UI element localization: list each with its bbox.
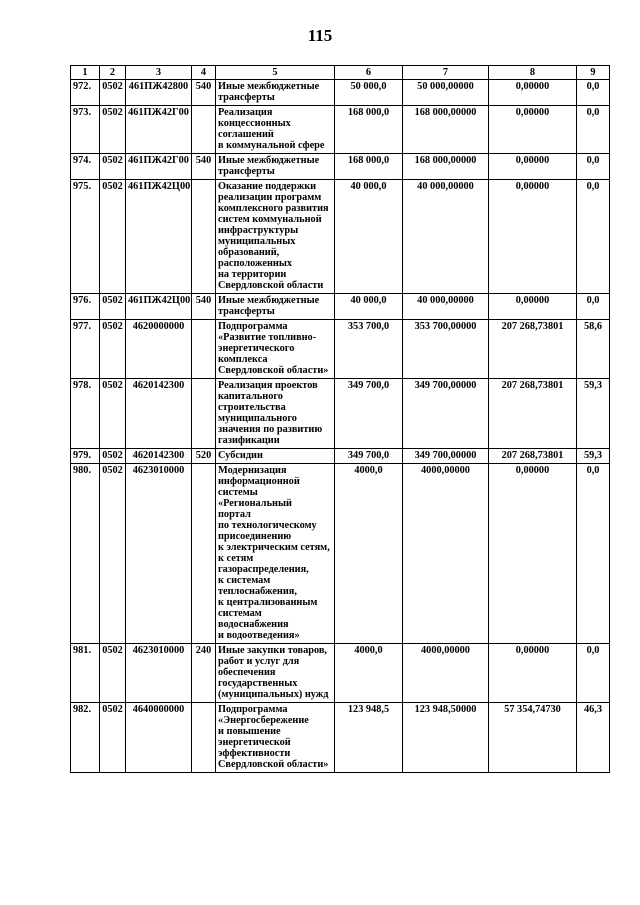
value-col-7: 123 948,50000	[403, 703, 489, 773]
expense-type: 540	[192, 294, 216, 320]
item-name	[216, 379, 335, 449]
table-row	[71, 379, 610, 449]
item-name-line: энергетической	[218, 737, 291, 748]
value-col-9: 0,0	[577, 464, 610, 644]
item-name-line: на территории	[218, 269, 287, 280]
item-name	[216, 703, 335, 773]
value-col-6: 168 000,0	[335, 106, 403, 154]
header-col-3: 3	[126, 66, 192, 80]
item-name-line: к системам	[218, 575, 271, 586]
item-name-line: энергетического	[218, 343, 295, 354]
item-name-line: реализации программ	[218, 192, 322, 203]
item-name-line: Субсидии	[218, 450, 263, 461]
row-number: 973.	[71, 106, 100, 154]
value-col-9: 46,3	[577, 703, 610, 773]
section-code: 0502	[100, 106, 126, 154]
row-number: 976.	[71, 294, 100, 320]
item-name	[216, 294, 335, 320]
item-name-line: водоснабжения	[218, 619, 289, 630]
item-name-line: Реализация	[218, 107, 273, 118]
table-row	[71, 464, 610, 644]
target-code: 461ПЖ42Ц00	[126, 294, 192, 320]
item-name-line: в коммунальной сфере	[218, 140, 325, 151]
item-name-line: муниципальных	[218, 236, 296, 247]
row-number: 979.	[71, 449, 100, 464]
target-code: 4620142300	[126, 379, 192, 449]
target-code: 461ПЖ42Г00	[126, 154, 192, 180]
item-name-line: «Энергосбережение	[218, 715, 309, 726]
table-row	[71, 80, 610, 106]
value-col-7: 40 000,00000	[403, 294, 489, 320]
value-col-8: 207 268,73801	[489, 379, 577, 449]
item-name	[216, 80, 335, 106]
value-col-9: 59,3	[577, 379, 610, 449]
value-col-9: 58,6	[577, 320, 610, 379]
item-name	[216, 320, 335, 379]
table-row	[71, 154, 610, 180]
value-col-8: 0,00000	[489, 80, 577, 106]
value-col-6: 40 000,0	[335, 294, 403, 320]
item-name-line: (муниципальных) нужд	[218, 689, 329, 700]
item-name-line: Свердловской области	[218, 280, 324, 291]
item-name-line: и повышение	[218, 726, 281, 737]
expense-type	[192, 464, 216, 644]
header-col-9: 9	[577, 66, 610, 80]
value-col-7: 40 000,00000	[403, 180, 489, 294]
item-name-line: по технологическому	[218, 520, 317, 531]
item-name-line: информационной	[218, 476, 300, 487]
expense-type	[192, 320, 216, 379]
item-name-line: трансферты	[218, 306, 275, 317]
item-name-line: Иные межбюджетные	[218, 81, 320, 92]
section-code: 0502	[100, 449, 126, 464]
item-name	[216, 154, 335, 180]
item-name-line: трансферты	[218, 92, 275, 103]
row-number: 980.	[71, 464, 100, 644]
item-name-line: Иные закупки товаров,	[218, 645, 327, 656]
value-col-8: 0,00000	[489, 464, 577, 644]
target-code: 4623010000	[126, 464, 192, 644]
expense-type	[192, 180, 216, 294]
expense-type	[192, 379, 216, 449]
header-row	[71, 66, 610, 80]
item-name-line: системам	[218, 608, 262, 619]
value-col-8: 0,00000	[489, 180, 577, 294]
item-name-line: портал	[218, 509, 251, 520]
expense-type: 540	[192, 80, 216, 106]
table-row	[71, 294, 610, 320]
header-col-7: 7	[403, 66, 489, 80]
row-number: 974.	[71, 154, 100, 180]
item-name-line: образований,	[218, 247, 280, 258]
value-col-8: 0,00000	[489, 154, 577, 180]
item-name-line: концессионных	[218, 118, 291, 129]
row-number: 978.	[71, 379, 100, 449]
value-col-8: 0,00000	[489, 294, 577, 320]
header-col-2: 2	[100, 66, 126, 80]
section-code: 0502	[100, 703, 126, 773]
table-row	[71, 106, 610, 154]
item-name	[216, 644, 335, 703]
item-name	[216, 449, 335, 464]
value-col-7: 349 700,00000	[403, 379, 489, 449]
expense-type: 520	[192, 449, 216, 464]
budget-table	[70, 65, 610, 773]
section-code: 0502	[100, 644, 126, 703]
row-number: 972.	[71, 80, 100, 106]
header-col-5: 5	[216, 66, 335, 80]
value-col-8: 57 354,74730	[489, 703, 577, 773]
target-code: 4623010000	[126, 644, 192, 703]
header-col-8: 8	[489, 66, 577, 80]
item-name-line: к централизованным	[218, 597, 318, 608]
section-code: 0502	[100, 180, 126, 294]
item-name-line: соглашений	[218, 129, 274, 140]
value-col-8: 0,00000	[489, 644, 577, 703]
item-name	[216, 464, 335, 644]
row-number: 977.	[71, 320, 100, 379]
target-code: 4640000000	[126, 703, 192, 773]
item-name-line: Реализация проектов	[218, 380, 318, 391]
expense-type: 540	[192, 154, 216, 180]
section-code: 0502	[100, 379, 126, 449]
value-col-9: 0,0	[577, 154, 610, 180]
value-col-7: 4000,00000	[403, 464, 489, 644]
item-name-line: Свердловской области»	[218, 759, 329, 770]
item-name-line: эффективности	[218, 748, 291, 759]
item-name	[216, 106, 335, 154]
item-name-line: строительства	[218, 402, 286, 413]
row-number: 982.	[71, 703, 100, 773]
item-name-line: значения по развитию	[218, 424, 323, 435]
target-code: 461ПЖ42800	[126, 80, 192, 106]
section-code: 0502	[100, 464, 126, 644]
header-col-1: 1	[71, 66, 100, 80]
item-name-line: газораспределения,	[218, 564, 309, 575]
item-name-line: к электрическим сетям,	[218, 542, 330, 553]
item-name-line: расположенных	[218, 258, 293, 269]
item-name-line: муниципального	[218, 413, 297, 424]
item-name-line: присоединению	[218, 531, 292, 542]
item-name-line: комплекса	[218, 354, 268, 365]
row-number: 981.	[71, 644, 100, 703]
section-code: 0502	[100, 294, 126, 320]
item-name-line: обеспечения	[218, 667, 276, 678]
item-name-line: Подпрограмма	[218, 321, 288, 332]
value-col-7: 168 000,00000	[403, 106, 489, 154]
value-col-8: 207 268,73801	[489, 449, 577, 464]
item-name-line: газификации	[218, 435, 280, 446]
value-col-8: 0,00000	[489, 106, 577, 154]
item-name-line: системы «Региональный	[218, 487, 292, 509]
value-col-6: 349 700,0	[335, 449, 403, 464]
value-col-7: 353 700,00000	[403, 320, 489, 379]
value-col-6: 4000,0	[335, 464, 403, 644]
value-col-9: 0,0	[577, 80, 610, 106]
value-col-7: 349 700,00000	[403, 449, 489, 464]
value-col-9: 0,0	[577, 106, 610, 154]
item-name-line: Модернизация	[218, 465, 287, 476]
item-name-line: Иные межбюджетные	[218, 295, 320, 306]
item-name	[216, 180, 335, 294]
value-col-7: 4000,00000	[403, 644, 489, 703]
item-name-line: Подпрограмма	[218, 704, 288, 715]
value-col-6: 4000,0	[335, 644, 403, 703]
value-col-9: 0,0	[577, 644, 610, 703]
target-code: 4620000000	[126, 320, 192, 379]
expense-type: 240	[192, 644, 216, 703]
item-name-line: и водоотведения»	[218, 630, 300, 641]
value-col-6: 353 700,0	[335, 320, 403, 379]
header-col-4: 4	[192, 66, 216, 80]
item-name-line: к сетям	[218, 553, 254, 564]
item-name-line: работ и услуг для	[218, 656, 300, 667]
item-name-line: систем коммунальной	[218, 214, 322, 225]
expense-type	[192, 703, 216, 773]
value-col-9: 59,3	[577, 449, 610, 464]
expense-type	[192, 106, 216, 154]
target-code: 461ПЖ42Ц00	[126, 180, 192, 294]
header-col-6: 6	[335, 66, 403, 80]
section-code: 0502	[100, 154, 126, 180]
table-row	[71, 703, 610, 773]
table-row	[71, 180, 610, 294]
target-code: 4620142300	[126, 449, 192, 464]
item-name-line: «Развитие топливно-	[218, 332, 317, 343]
value-col-7: 50 000,00000	[403, 80, 489, 106]
page-number: 115	[307, 26, 333, 45]
item-name-line: инфраструктуры	[218, 225, 299, 236]
value-col-6: 50 000,0	[335, 80, 403, 106]
item-name-line: Иные межбюджетные	[218, 155, 320, 166]
item-name-line: комплексного развития	[218, 203, 329, 214]
row-number: 975.	[71, 180, 100, 294]
item-name-line: капитального	[218, 391, 283, 402]
item-name-line: государственных	[218, 678, 298, 689]
table-row	[71, 449, 610, 464]
item-name-line: трансферты	[218, 166, 275, 177]
table-row	[71, 320, 610, 379]
table-row	[71, 644, 610, 703]
item-name-line: теплоснабжения,	[218, 586, 297, 597]
value-col-9: 0,0	[577, 180, 610, 294]
section-code: 0502	[100, 320, 126, 379]
value-col-9: 0,0	[577, 294, 610, 320]
value-col-7: 168 000,00000	[403, 154, 489, 180]
value-col-6: 168 000,0	[335, 154, 403, 180]
value-col-6: 123 948,5	[335, 703, 403, 773]
item-name-line: Оказание поддержки	[218, 181, 317, 192]
value-col-6: 40 000,0	[335, 180, 403, 294]
item-name-line: Свердловской области»	[218, 365, 329, 376]
value-col-8: 207 268,73801	[489, 320, 577, 379]
value-col-6: 349 700,0	[335, 379, 403, 449]
section-code: 0502	[100, 80, 126, 106]
target-code: 461ПЖ42Г00	[126, 106, 192, 154]
